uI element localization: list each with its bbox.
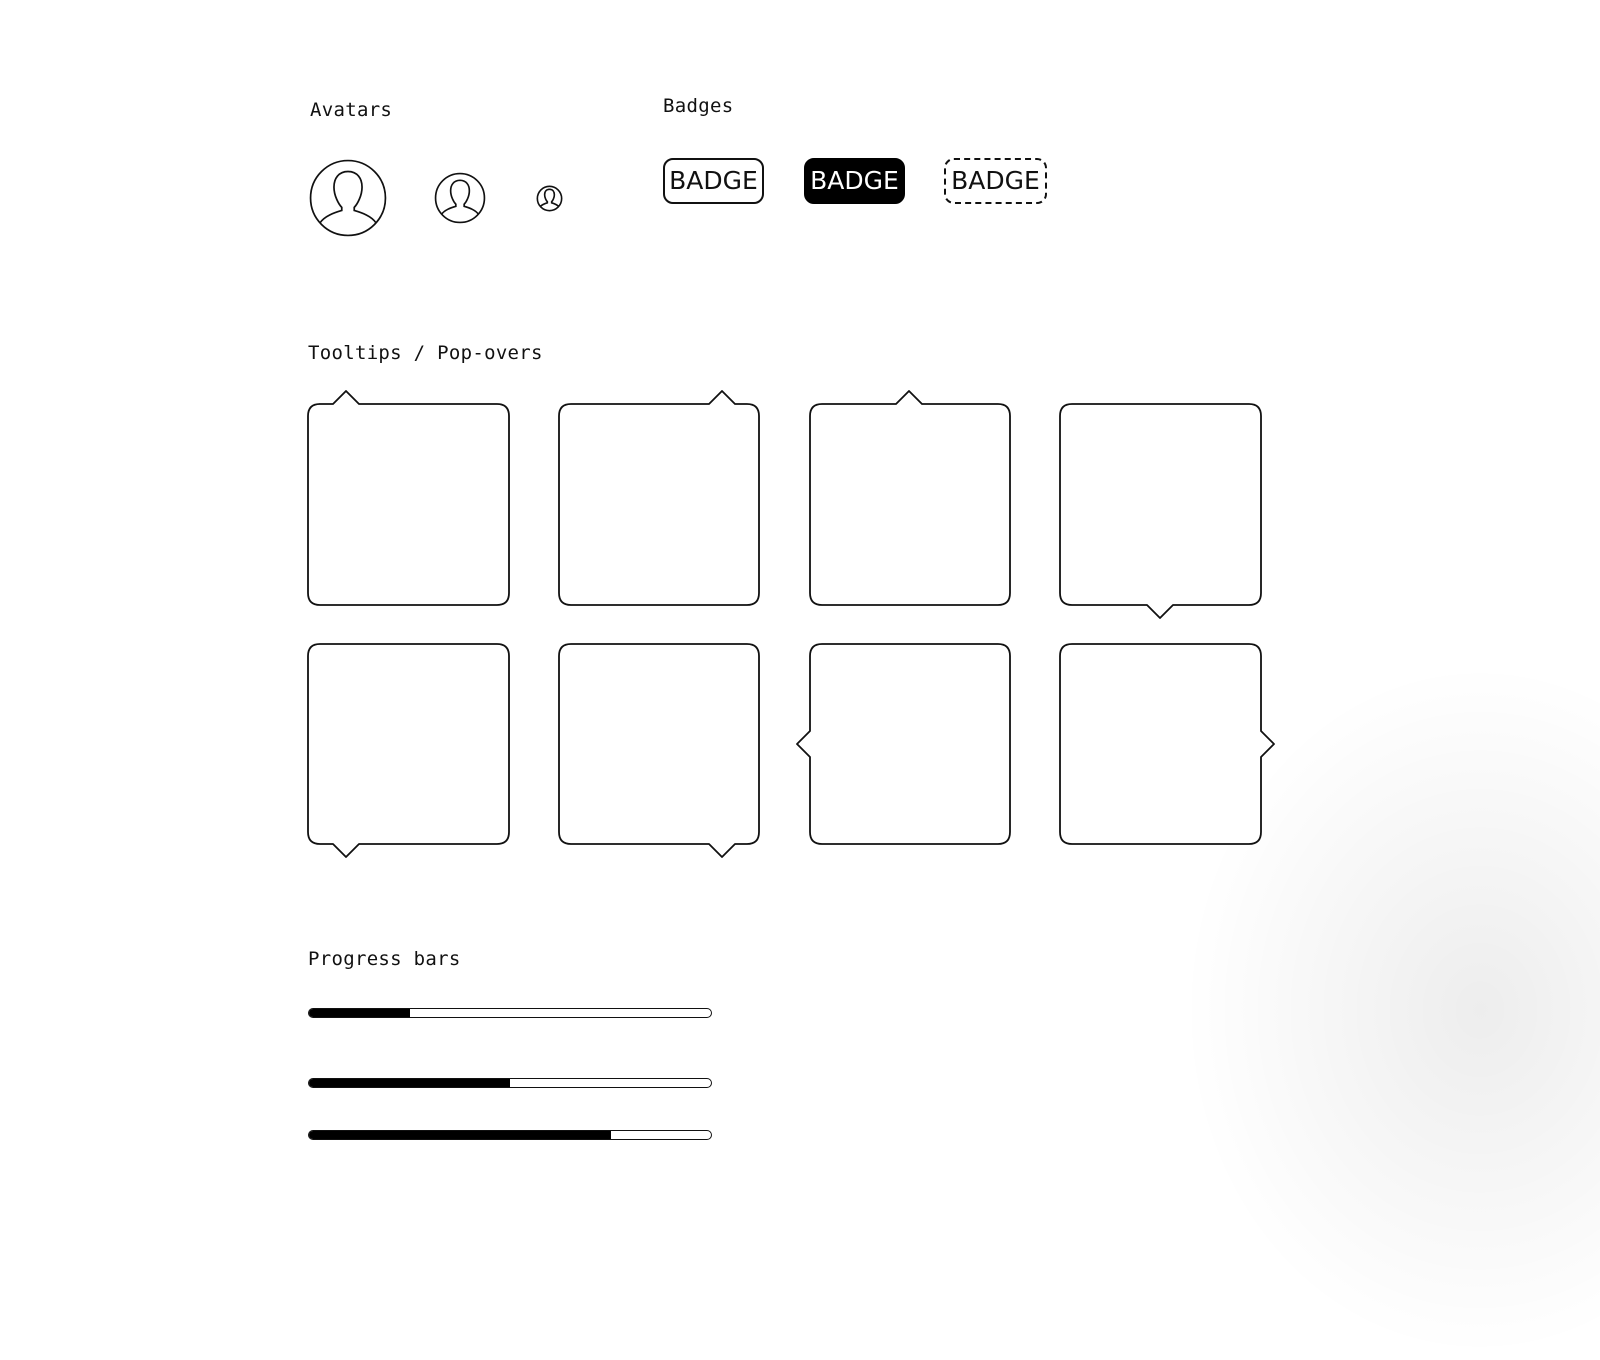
avatar-large[interactable] [309, 159, 387, 237]
progress-bar [308, 1078, 712, 1088]
progress-fill [309, 1079, 510, 1087]
tooltip-top-left[interactable] [308, 391, 509, 605]
progress-bar [308, 1008, 712, 1018]
badge-outline: BADGE [663, 158, 764, 204]
tooltip-bottom-left[interactable] [308, 644, 509, 857]
tooltip-bottom-right[interactable] [559, 644, 759, 857]
progress-fill [309, 1009, 410, 1017]
tooltip-bottom-center[interactable] [1060, 404, 1261, 618]
tooltips-heading: Tooltips / Pop-overs [308, 342, 543, 364]
progress-fill [309, 1131, 611, 1139]
badge-filled: BADGE [804, 158, 905, 204]
tooltip-right-center[interactable] [1060, 644, 1274, 844]
tooltip-left-center[interactable] [797, 644, 1010, 844]
avatars-heading: Avatars [310, 99, 393, 121]
avatar-small[interactable] [536, 185, 563, 212]
tooltip-top-right[interactable] [559, 391, 759, 605]
badges-heading: Badges [663, 95, 734, 117]
progress-bar [308, 1130, 712, 1140]
tooltip-top-center[interactable] [810, 391, 1010, 605]
badge-dashed: BADGE [944, 158, 1047, 204]
progress-heading: Progress bars [308, 948, 461, 970]
avatar-medium[interactable] [434, 172, 486, 224]
background-shadow [1180, 660, 1600, 1360]
